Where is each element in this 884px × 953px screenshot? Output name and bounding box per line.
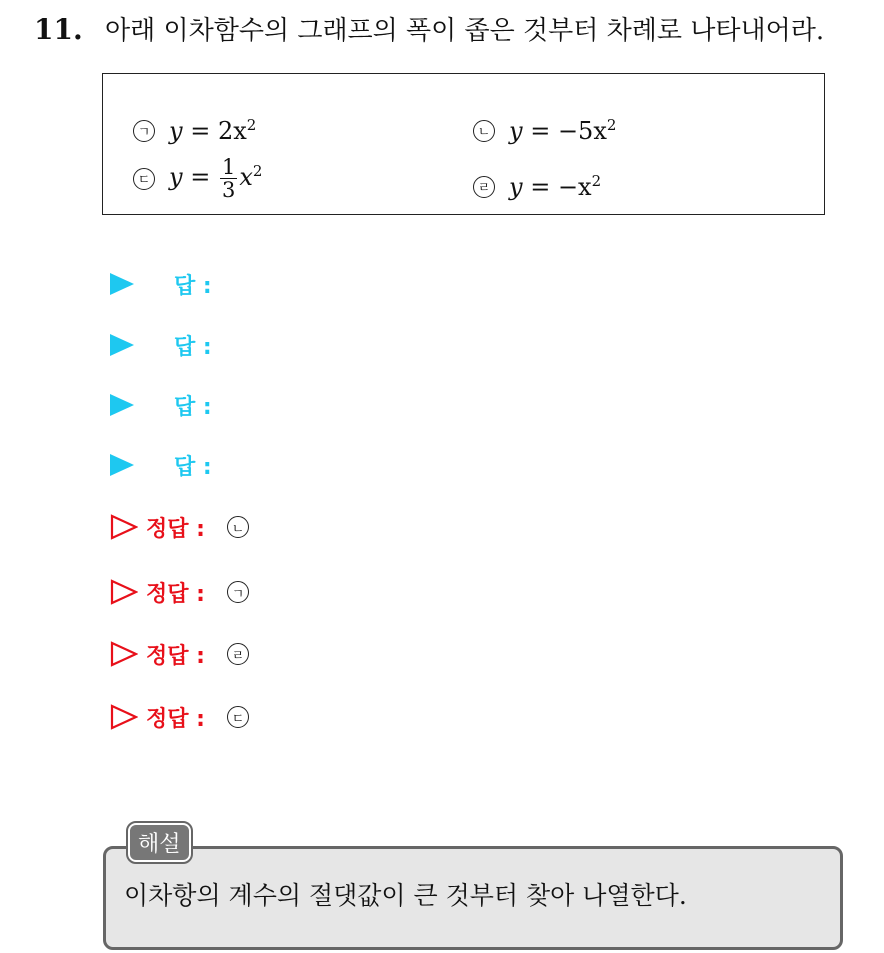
correct-row-3 — [110, 637, 249, 671]
choice-4 — [473, 172, 601, 201]
correct-value: ㄹ — [227, 643, 249, 665]
outline-triangle-icon — [110, 640, 138, 668]
answer-row-3 — [110, 389, 212, 421]
answer-label: 답 : — [174, 273, 212, 299]
choice-2 — [473, 116, 616, 145]
choice-mark: ㄴ — [473, 120, 495, 142]
answer-label: 답 : — [174, 334, 212, 360]
correct-row-2 — [110, 575, 249, 609]
choice-mark: ㄷ — [133, 168, 155, 190]
correct-label: 정답 : — [146, 581, 205, 607]
answer-label: 답 : — [174, 454, 212, 480]
choice-equation: $y = -x^2$ — [509, 172, 602, 201]
choice-3 — [133, 156, 262, 201]
solution-tag: 해설 — [128, 823, 191, 862]
question-text: 아래 이차함수의 그래프의 폭이 좁은 것부터 차례로 나타내어라. — [104, 16, 825, 46]
correct-label: 정답 : — [146, 643, 205, 669]
outline-triangle-icon — [110, 513, 138, 541]
choice-equation: $y = 2x^2$ — [169, 116, 257, 145]
choices-box — [102, 73, 825, 215]
question — [34, 10, 824, 51]
answer-row-2 — [110, 329, 212, 361]
correct-value: ㄱ — [227, 581, 249, 603]
outline-triangle-icon — [110, 703, 138, 731]
play-triangle-icon — [110, 454, 134, 476]
play-triangle-icon — [110, 394, 134, 416]
fraction: $\frac{1}{3}$ — [221, 155, 236, 202]
choice-1 — [133, 116, 256, 145]
question-number: 11. — [34, 13, 83, 46]
correct-label: 정답 : — [146, 706, 205, 732]
choice-equation: y = $\frac{1}{3}$ $x^2$ — [169, 155, 263, 202]
correct-row-1 — [110, 510, 249, 544]
correct-row-4 — [110, 700, 249, 734]
correct-value: ㄷ — [227, 706, 249, 728]
choice-mark: ㄹ — [473, 176, 495, 198]
answer-row-1 — [110, 268, 212, 300]
correct-label: 정답 : — [146, 516, 205, 542]
answer-row-4 — [110, 449, 212, 481]
correct-value: ㄴ — [227, 516, 249, 538]
solution-text: 이차항의 계수의 절댓값이 큰 것부터 찾아 나열한다. — [124, 881, 687, 910]
choice-mark: ㄱ — [133, 120, 155, 142]
outline-triangle-icon — [110, 578, 138, 606]
answer-label: 답 : — [174, 394, 212, 420]
play-triangle-icon — [110, 334, 134, 356]
choice-equation: $y = -5x^2$ — [509, 116, 617, 145]
play-triangle-icon — [110, 273, 134, 295]
